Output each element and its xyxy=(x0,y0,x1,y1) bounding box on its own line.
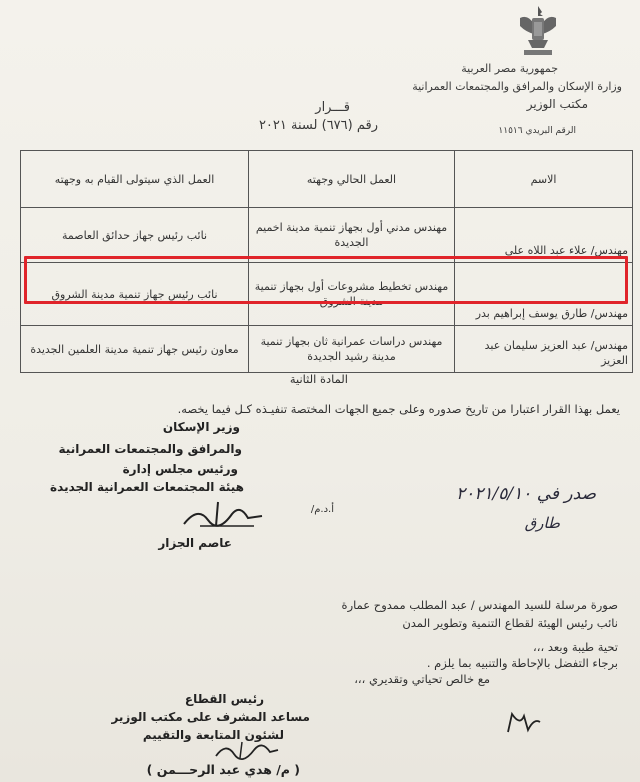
ministry-name: وزارة الإسكان والمرافق والمجتمعات العمرانية xyxy=(412,80,622,93)
copy-line-1: صورة مرسلة للسيد المهندس / عبد المطلب ممدوح عمارة xyxy=(341,598,618,612)
minister-signature-icon xyxy=(178,496,268,532)
table-row xyxy=(21,208,633,263)
decision-title: قـــرار xyxy=(315,100,350,115)
republic-name: جمهورية مصر العربية xyxy=(461,62,558,75)
signatory-line-4: هيئة المجتمعات العمرانية الجديدة xyxy=(50,480,244,494)
article-heading: المادة الثانية xyxy=(289,372,348,386)
copy-line-2: نائب رئيس الهيئة لقطاع التنمية وتطوير المدن xyxy=(402,616,618,630)
table-header-row xyxy=(21,151,633,208)
cell-current-job: مهندس تخطيط مشروعات أول بجهاز تنمية مدينة الشروق xyxy=(249,263,455,326)
signatory-line-3: ورئيس مجلس إدارة xyxy=(122,462,238,476)
sector-name: ( م/ هدي عبد الرحـــمن ) xyxy=(146,762,300,777)
cell-new-job: نائب رئيس جهاز تنمية مدينة الشروق xyxy=(21,263,249,326)
sector-line-2: مساعد المشرف على مكتب الوزير xyxy=(111,710,310,724)
request-line: برجاء التفضل بالإحاطة والتنبيه بما يلزم . xyxy=(426,656,618,670)
header-current-job: العمل الحالي وجهته xyxy=(249,151,455,208)
closing-line: مع خالص تحياتي وتقديري ،،، xyxy=(354,672,490,686)
cell-new-job: معاون رئيس جهاز تنمية مدينة العلمين الجديدة xyxy=(21,326,249,373)
header-new-job: العمل الذي سيتولى القيام به وجهته xyxy=(21,151,249,208)
highlight-box xyxy=(24,256,628,304)
sector-signature-icon xyxy=(212,738,282,762)
sector-line-3: لشئون المتابعة والتقييم xyxy=(142,728,284,742)
cell-current-job: مهندس دراسات عمرانية ثان بجهاز تنمية مدينة رشيد الجديدة xyxy=(249,326,455,373)
handwritten-date: صدر في ٢٠٢١/٥/١٠ xyxy=(455,484,596,504)
handwritten-initial: طارق xyxy=(524,514,560,532)
cell-new-job: نائب رئيس جهاز حدائق العاصمة xyxy=(21,208,249,263)
decision-number: رقم (٦٧٦) لسنة ٢٠٢١ xyxy=(258,118,378,133)
signatory-line-1: وزير الإسكان xyxy=(162,420,240,434)
office-name: مكتب الوزير xyxy=(526,97,588,111)
postal-code: الرقم البريدي ١١٥١٦ xyxy=(498,126,576,136)
signatory-line-2: والمرافق والمجتمعات العمرانية xyxy=(58,442,242,456)
cell-current-job: مهندس مدني أول بجهاز تنمية مدينة اخميم الجديدة xyxy=(249,208,455,263)
signatory-prefix: أ.د.م/ xyxy=(310,504,334,515)
margin-initial-icon xyxy=(504,708,544,738)
cell-name: مهندس/ عبد العزيز سليمان عبد العزيز xyxy=(455,326,633,373)
header-name: الاسم xyxy=(455,151,633,208)
cell-name: مهندس/ علاء عبد اللاه علي xyxy=(455,208,633,263)
cell-name: مهندس/ طارق يوسف إبراهيم بدر xyxy=(455,263,633,326)
eagle-emblem-icon xyxy=(514,4,562,62)
greeting: تحية طيبة وبعد ،،، xyxy=(533,640,618,654)
sector-line-1: رئيس القطاع xyxy=(184,692,264,706)
signatory-name: عاصم الجزار xyxy=(158,536,232,550)
table-row xyxy=(21,326,633,373)
article-text: يعمل بهذا القرار اعتبارا من تاريخ صدوره وعلى جميع الجهات المختصة تنفيـذه كـل فيما يخصه. xyxy=(177,402,620,416)
